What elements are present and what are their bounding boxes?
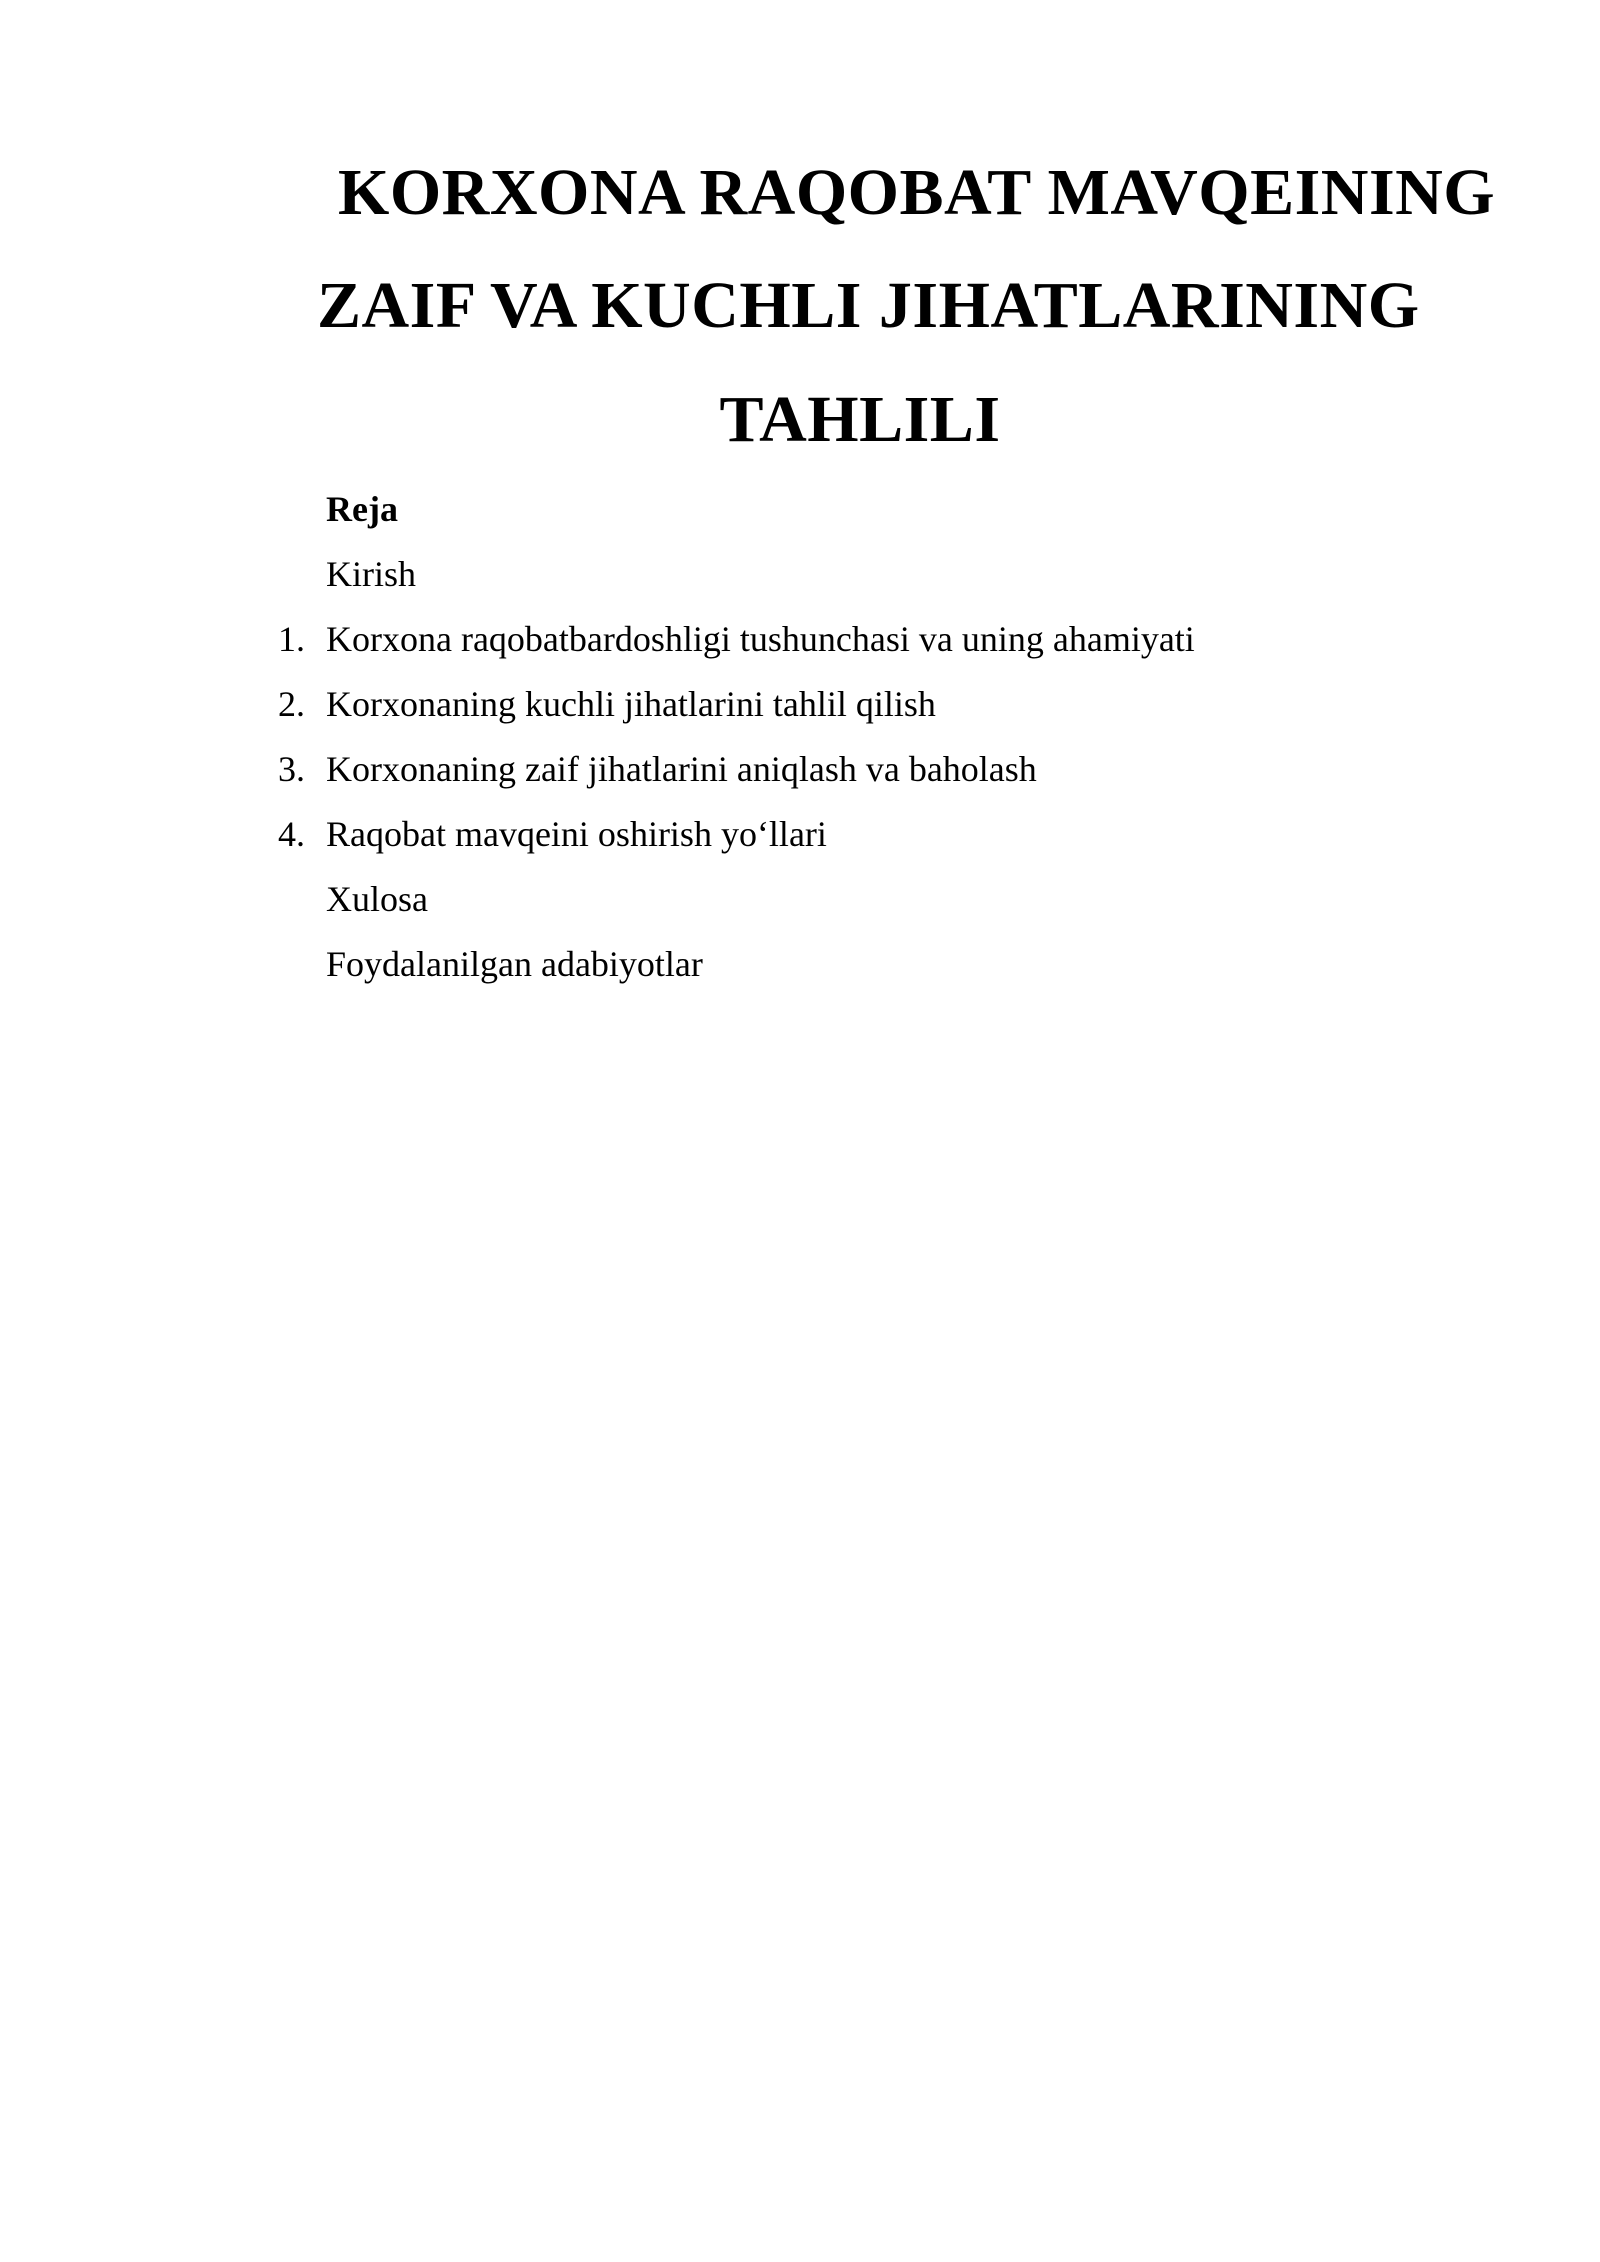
- list-item-text: Korxonaning kuchli jihatlarini tahlil qilish: [326, 684, 936, 724]
- toc-references-text: Foydalanilgan adabiyotlar: [326, 944, 703, 984]
- document-title-line-1: KORXONA RAQOBAT MAVQEINING: [338, 156, 1496, 229]
- plan-heading: Reja: [326, 489, 398, 529]
- list-item-number: 2.: [278, 684, 305, 724]
- list-item-number: 3.: [278, 749, 305, 789]
- document-title-line-2: ZAIF VA KUCHLI JIHATLARINING: [317, 269, 1420, 342]
- list-item-text: Raqobat mavqeini oshirish yo‘llari: [326, 814, 827, 854]
- list-item-text: Korxonaning zaif jihatlarini aniqlash va baholash: [326, 749, 1037, 789]
- list-item-text: Korxona raqobatbardoshligi tushunchasi va uning ahamiyati: [326, 619, 1195, 659]
- document-title-line-3: TAHLILI: [719, 383, 1001, 456]
- toc-conclusion-text: Xulosa: [326, 879, 428, 919]
- list-item-number: 1.: [278, 619, 305, 659]
- list-item-number: 4.: [278, 814, 305, 854]
- toc-intro-text: Kirish: [326, 554, 416, 594]
